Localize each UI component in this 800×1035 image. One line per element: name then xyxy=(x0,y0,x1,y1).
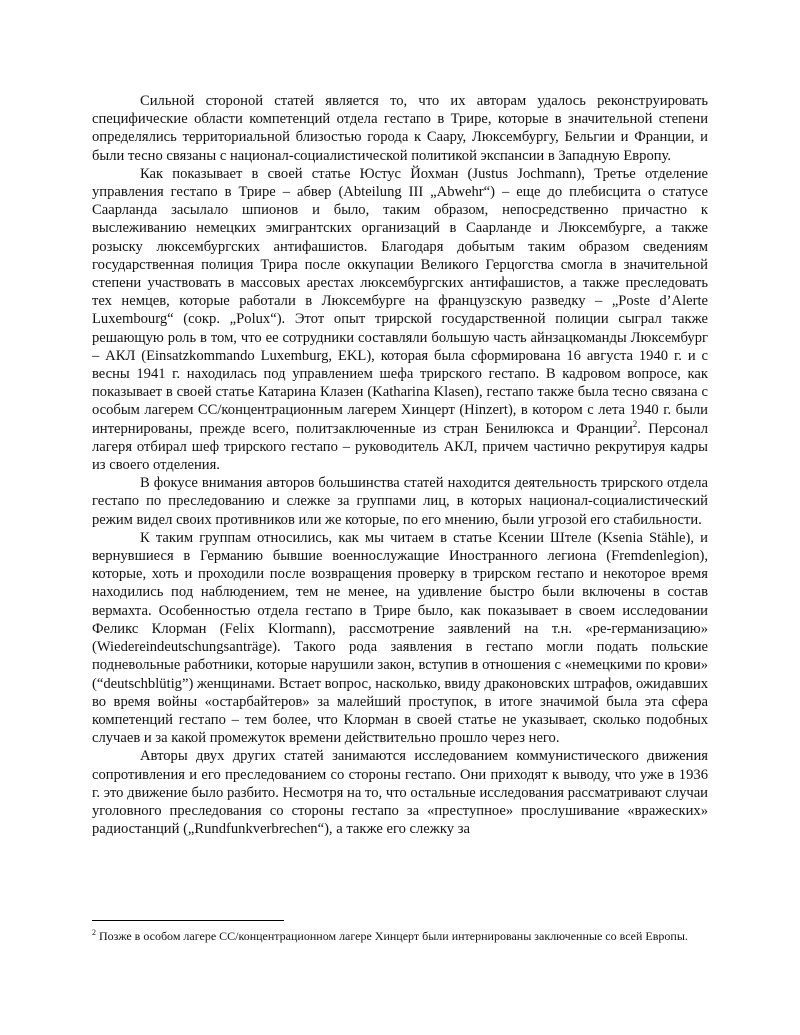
paragraph-2 xyxy=(92,165,708,474)
paragraph-2-continuation: Персонал лагеря отбирал шеф трирского гестапо – руководитель АКЛ, причем частично рекрутируя кадры из своего отделения. xyxy=(92,420,708,474)
paragraph-3: В фокусе внимания авторов большинства статей находится деятельность трирского отдела гестапо по преследованию и слежке за группами лиц, в которых национал-социалистический режим видел своих противников или же которые, по его мнению, были угрозой его стабильности. xyxy=(92,475,708,528)
paragraph-2-text: Как показывает в своей статье Юстус Йохман (Justus Jochmann), Третье отделение управления гестапо в Трире – абвер (Abteilung III „Abwehr“) – еще до плебисцита о статусе Саарланда засылало шпионов и было, таким образом, непосредственно причастно к выслеживанию немецких эмигрантских организаций в Саарланде и Люксембурге, а также розыску люксембургских антифашистов. Благодаря добытым таким образом сведениям государственная полиция Трира после оккупации Великого Герцогства смогла в значительной степени участвовать в массовых арестах люксембургских антифашистов, а также преследовать тех немцев, которые работали в Люксембурге на французскую разведку – „Poste d’Alerte Luxembourg“ (сокр. „Polux“). Этот опыт трирской государственной полиции сыграл также решающую роль в том, что ее сотрудники составляли большую часть айнзацкоманды Люксембург – АКЛ (Einsatzkommando Luxemburg, EKL), которая была сформирована 16 августа 1940 г. и с весны 1941 г. находилась под управлением шефа трирского гестапо. В кадровом вопросе, как показывает в своей статье Катарина Клазен (Katharina Klasen), гестапо также была тесно связана с особым лагерем СС/концентрационным лагерем Хинцерт (Hinzert), в котором с лета 1940 г. были интернированы, прежде всего, политзаключенные из стран Бенилюкса и Франции xyxy=(92,165,708,437)
paragraph-1: Сильной стороной статей является то, что их авторам удалось реконструировать специфические области компетенций отдела гестапо в Трире, которые в значительной степени определялись территориальной близостью города к Саару, Люксембургу, Бельгии и Франции, и были тесно связаны с национал-социалистической политикой экспансии в Западную Европу. xyxy=(92,93,708,164)
footnote-number: 2 xyxy=(92,928,96,937)
document-page xyxy=(92,92,708,838)
footnote xyxy=(92,929,708,944)
paragraph-4: К таким группам относились, как мы читаем в статье Ксении Штеле (Ksenia Stähle), и вернувшиеся в Германию бывшие военнослужащие Иностранного легиона (Fremdenlegion), которые, хоть и проходили после возвращения проверку в трирском гестапо и некоторое время находились под наблюдением, тем не менее, на удивление быстро были включены в состав вермахта. Особенностью отдела гестапо в Трире было, как показывает в своем исследовании Феликс Клорман (Felix Klormann), рассмотрение заявлений на т.н. «ре-германизацию» (Wiedereindeutschungsanträge). Такого рода заявления в гестапо могли подать польские подневольные работники, которые нарушили закон, вступив в отношения с «немецкими по крови» (“deutschblütig”) женщинами. Встает вопрос, насколько, ввиду драконовских штрафов, ожидавших во время войны «остарбайтеров» за малейший проступок, в итоге значимой была эта сфера компетенций гестапо – тем более, что Клорман в своей статье не указывает, сколько подобных случаев и за какой промежуток времени действительно прошло через него. xyxy=(92,529,708,747)
paragraph-5: Авторы двух других статей занимаются исследованием коммунистического движения сопротивления и его преследованием со стороны гестапо. Они приходят к выводу, что уже в 1936 г. это движение было разбито. Несмотря на то, что остальные исследования рассматривают случаи уголовного преследования со стороны гестапо за «преступное» прослушивание «вражеских» радиостанций („Rundfunkverbrechen“), а также его слежку за xyxy=(92,748,708,838)
footnote-text: Позже в особом лагере СС/концентрационном лагере Хинцерт были интернированы заключенные со всей Европы. xyxy=(99,929,688,943)
footnote-reference[interactable]: 2 xyxy=(632,418,638,429)
footnote-divider xyxy=(92,920,284,921)
paragraph-2-tail: . xyxy=(637,420,641,437)
